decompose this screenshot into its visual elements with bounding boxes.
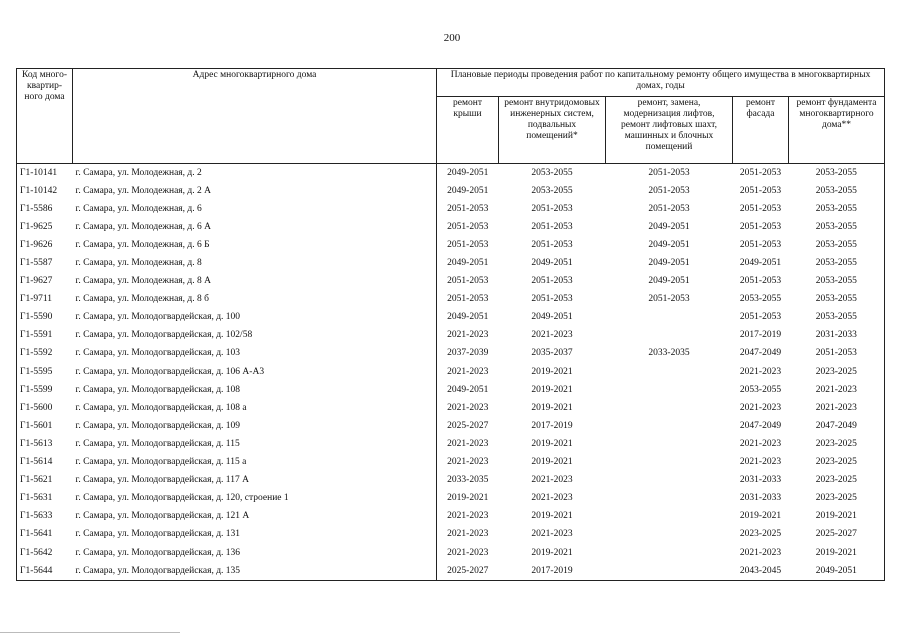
cell-engineering: 2019-2021 bbox=[531, 457, 573, 468]
cell-foundation: 2023-2025 bbox=[789, 490, 885, 508]
table-row bbox=[17, 273, 885, 291]
cell-elevators bbox=[606, 327, 733, 345]
header-facade: ремонт фасада bbox=[733, 97, 789, 164]
cell-foundation: 2019-2021 bbox=[789, 544, 885, 562]
cell-facade: 2051-2053 bbox=[739, 276, 782, 287]
cell-code: Г1-5613 bbox=[17, 435, 73, 453]
cell-address: г. Самара, ул. Молодежная, д. 8 bbox=[75, 258, 202, 269]
cell-roof: 2021-2023 bbox=[437, 327, 499, 345]
cell-roof: 2021-2023 bbox=[437, 363, 499, 381]
cell-engineering: 2017-2019 bbox=[531, 420, 573, 431]
cell-foundation: 2021-2023 bbox=[789, 399, 885, 417]
cell-foundation: 2053-2055 bbox=[789, 200, 885, 218]
cell-code: Г1-5590 bbox=[17, 309, 73, 327]
cell-address: г. Самара, ул. Молодогвардейская, д. 115 а bbox=[75, 457, 247, 468]
cell-engineering: 2019-2021 bbox=[531, 366, 573, 377]
table-row bbox=[17, 490, 885, 508]
cell-foundation: 2053-2055 bbox=[789, 182, 885, 200]
cell-engineering: 2053-2055 bbox=[531, 185, 573, 196]
cell-engineering: 2049-2051 bbox=[531, 258, 573, 269]
cell-code: Г1-5586 bbox=[17, 200, 73, 218]
cell-address: г. Самара, ул. Молодогвардейская, д. 103 bbox=[75, 348, 241, 359]
cell-elevators bbox=[606, 381, 733, 399]
cell-facade: 2021-2023 bbox=[739, 402, 782, 413]
header-foundation: ремонт фундамента многоквартирного дома** bbox=[789, 97, 885, 164]
table-row bbox=[17, 254, 885, 272]
cell-roof: 2037-2039 bbox=[437, 345, 499, 363]
capital-repair-table bbox=[16, 68, 885, 581]
header-periods-group: Плановые периоды проведения работ по капитальному ремонту общего имущества в многоквартирных домах, годы bbox=[437, 69, 885, 97]
cell-foundation: 2053-2055 bbox=[789, 273, 885, 291]
cell-engineering: 2049-2051 bbox=[531, 312, 573, 323]
cell-code: Г1-5599 bbox=[17, 381, 73, 399]
cell-roof: 2051-2053 bbox=[437, 218, 499, 236]
cell-code: Г1-5595 bbox=[17, 363, 73, 381]
cell-address: г. Самара, ул. Молодогвардейская, д. 106 А-А3 bbox=[75, 366, 265, 377]
bottom-divider bbox=[0, 632, 180, 633]
cell-code: Г1-5600 bbox=[17, 399, 73, 417]
cell-elevators: 2049-2051 bbox=[648, 239, 690, 250]
cell-engineering: 2051-2053 bbox=[531, 221, 573, 232]
cell-code: Г1-10142 bbox=[17, 182, 73, 200]
cell-elevators: 2033-2035 bbox=[648, 348, 690, 359]
cell-engineering: 2021-2023 bbox=[531, 475, 573, 486]
cell-elevators: 2051-2053 bbox=[648, 294, 690, 305]
cell-engineering: 2021-2023 bbox=[531, 330, 573, 341]
table-row bbox=[17, 164, 885, 183]
table-header bbox=[17, 69, 885, 164]
cell-facade: 2017-2019 bbox=[739, 330, 782, 341]
cell-elevators bbox=[606, 490, 733, 508]
cell-facade: 2019-2021 bbox=[739, 511, 782, 522]
cell-code: Г1-5601 bbox=[17, 417, 73, 435]
header-engineering: ремонт внутридомовых инженерных систем, подвальных помещений* bbox=[499, 97, 606, 164]
cell-foundation: 2023-2025 bbox=[789, 472, 885, 490]
cell-facade: 2031-2033 bbox=[739, 493, 782, 504]
cell-roof: 2051-2053 bbox=[437, 273, 499, 291]
cell-elevators: 2051-2053 bbox=[648, 203, 690, 214]
page-number: 200 bbox=[443, 32, 461, 44]
table-row bbox=[17, 309, 885, 327]
cell-code: Г1-9627 bbox=[17, 273, 73, 291]
cell-address: г. Самара, ул. Молодежная, д. 6 А bbox=[75, 221, 211, 232]
cell-engineering: 2019-2021 bbox=[531, 438, 573, 449]
cell-address: г. Самара, ул. Молодогвардейская, д. 136 bbox=[75, 547, 241, 558]
cell-foundation: 2053-2055 bbox=[789, 291, 885, 309]
cell-address: г. Самара, ул. Молодогвардейская, д. 109 bbox=[75, 420, 241, 431]
cell-elevators: 2051-2053 bbox=[648, 185, 690, 196]
cell-address: г. Самара, ул. Молодогвардейская, д. 108 bbox=[75, 384, 241, 395]
cell-engineering: 2019-2021 bbox=[531, 384, 573, 395]
cell-code: Г1-5614 bbox=[17, 454, 73, 472]
cell-foundation: 2053-2055 bbox=[789, 309, 885, 327]
cell-roof: 2049-2051 bbox=[437, 254, 499, 272]
cell-roof: 2021-2023 bbox=[437, 526, 499, 544]
cell-engineering: 2021-2023 bbox=[531, 493, 573, 504]
header-address: Адрес многоквартирного дома bbox=[73, 69, 437, 164]
cell-address: г. Самара, ул. Молодежная, д. 6 bbox=[75, 203, 202, 214]
cell-facade: 2023-2025 bbox=[739, 529, 782, 540]
cell-address: г. Самара, ул. Молодогвардейская, д. 100 bbox=[75, 312, 241, 323]
table-row bbox=[17, 182, 885, 200]
cell-facade: 2021-2023 bbox=[739, 547, 782, 558]
cell-roof: 2051-2053 bbox=[437, 200, 499, 218]
table-row bbox=[17, 345, 885, 363]
cell-engineering: 2017-2019 bbox=[499, 562, 606, 581]
cell-facade: 2053-2055 bbox=[739, 384, 782, 395]
cell-roof: 2025-2027 bbox=[437, 562, 499, 581]
cell-code: Г1-5587 bbox=[17, 254, 73, 272]
cell-facade: 2047-2049 bbox=[739, 348, 782, 359]
cell-facade: 2053-2055 bbox=[739, 294, 782, 305]
cell-code: Г1-9626 bbox=[17, 236, 73, 254]
cell-roof: 2021-2023 bbox=[437, 399, 499, 417]
cell-elevators bbox=[606, 508, 733, 526]
table-row bbox=[17, 381, 885, 399]
cell-code: Г1-9711 bbox=[17, 291, 73, 309]
cell-address: г. Самара, ул. Молодогвардейская, д. 135 bbox=[73, 562, 437, 581]
cell-engineering: 2021-2023 bbox=[531, 529, 573, 540]
cell-address: г. Самара, ул. Молодежная, д. 6 Б bbox=[75, 239, 210, 250]
table-row bbox=[17, 399, 885, 417]
cell-facade: 2051-2053 bbox=[739, 239, 782, 250]
cell-roof: 2049-2051 bbox=[437, 182, 499, 200]
cell-facade: 2051-2053 bbox=[739, 203, 782, 214]
cell-foundation: 2031-2033 bbox=[789, 327, 885, 345]
cell-engineering: 2019-2021 bbox=[531, 547, 573, 558]
cell-address: г. Самара, ул. Молодогвардейская, д. 120, строение 1 bbox=[75, 493, 289, 504]
cell-foundation: 2049-2051 bbox=[789, 562, 885, 581]
cell-address: г. Самара, ул. Молодежная, д. 2 bbox=[75, 167, 202, 178]
cell-facade: 2051-2053 bbox=[739, 312, 782, 323]
cell-facade: 2021-2023 bbox=[739, 366, 782, 377]
cell-elevators bbox=[606, 363, 733, 381]
cell-foundation: 2047-2049 bbox=[789, 417, 885, 435]
cell-roof: 2021-2023 bbox=[437, 508, 499, 526]
table-row bbox=[17, 508, 885, 526]
cell-elevators: 2051-2053 bbox=[648, 167, 690, 178]
table-row bbox=[17, 327, 885, 345]
cell-foundation: 2019-2021 bbox=[789, 508, 885, 526]
cell-facade: 2051-2053 bbox=[739, 221, 782, 232]
cell-roof: 2021-2023 bbox=[437, 454, 499, 472]
cell-code: Г1-5642 bbox=[17, 544, 73, 562]
cell-foundation: 2023-2025 bbox=[789, 454, 885, 472]
cell-foundation: 2051-2053 bbox=[789, 345, 885, 363]
cell-facade: 2047-2049 bbox=[739, 420, 782, 431]
cell-address: г. Самара, ул. Молодогвардейская, д. 115 bbox=[75, 438, 240, 449]
cell-foundation: 2053-2055 bbox=[789, 164, 885, 183]
cell-foundation: 2053-2055 bbox=[789, 254, 885, 272]
cell-engineering: 2051-2053 bbox=[531, 239, 573, 250]
cell-code: Г1-5591 bbox=[17, 327, 73, 345]
table-body bbox=[17, 164, 885, 581]
table-row bbox=[17, 526, 885, 544]
cell-elevators bbox=[606, 417, 733, 435]
cell-address: г. Самара, ул. Молодогвардейская, д. 117 А bbox=[75, 475, 249, 486]
cell-facade: 2051-2053 bbox=[739, 167, 782, 178]
table-row bbox=[17, 417, 885, 435]
cell-foundation: 2053-2055 bbox=[789, 236, 885, 254]
cell-facade: 2049-2051 bbox=[739, 258, 782, 269]
cell-address: г. Самара, ул. Молодогвардейская, д. 131 bbox=[75, 529, 241, 540]
cell-elevators bbox=[606, 454, 733, 472]
cell-elevators: 2049-2051 bbox=[648, 258, 690, 269]
cell-roof: 2051-2053 bbox=[437, 291, 499, 309]
cell-address: г. Самара, ул. Молодогвардейская, д. 108 а bbox=[75, 402, 247, 413]
cell-code: Г1-5641 bbox=[17, 526, 73, 544]
cell-elevators bbox=[606, 399, 733, 417]
cell-engineering: 2035-2037 bbox=[531, 348, 573, 359]
cell-engineering: 2019-2021 bbox=[531, 402, 573, 413]
cell-elevators bbox=[606, 472, 733, 490]
cell-address: г. Самара, ул. Молодогвардейская, д. 102/58 bbox=[75, 330, 253, 341]
cell-address: г. Самара, ул. Молодежная, д. 8 б bbox=[75, 294, 209, 305]
cell-facade: 2051-2053 bbox=[739, 185, 782, 196]
cell-engineering: 2051-2053 bbox=[531, 276, 573, 287]
cell-roof: 2049-2051 bbox=[437, 164, 499, 183]
table-row bbox=[17, 435, 885, 453]
cell-foundation: 2021-2023 bbox=[789, 381, 885, 399]
cell-roof: 2049-2051 bbox=[437, 309, 499, 327]
cell-foundation: 2023-2025 bbox=[789, 435, 885, 453]
cell-roof: 2025-2027 bbox=[437, 417, 499, 435]
cell-foundation: 2053-2055 bbox=[789, 218, 885, 236]
cell-code: Г1-10141 bbox=[17, 164, 73, 183]
cell-code: Г1-5633 bbox=[17, 508, 73, 526]
cell-elevators bbox=[606, 435, 733, 453]
header-roof: ремонт крыши bbox=[437, 97, 499, 164]
cell-code: Г1-9625 bbox=[17, 218, 73, 236]
cell-engineering: 2053-2055 bbox=[531, 167, 573, 178]
cell-roof: 2051-2053 bbox=[437, 236, 499, 254]
cell-elevators bbox=[606, 562, 733, 581]
table-row bbox=[17, 472, 885, 490]
cell-elevators bbox=[606, 526, 733, 544]
cell-engineering: 2019-2021 bbox=[531, 511, 573, 522]
cell-address: г. Самара, ул. Молодежная, д. 8 А bbox=[75, 276, 211, 287]
table-row bbox=[17, 544, 885, 562]
cell-foundation: 2025-2027 bbox=[789, 526, 885, 544]
cell-address: г. Самара, ул. Молодежная, д. 2 А bbox=[75, 185, 211, 196]
cell-facade: 2021-2023 bbox=[739, 438, 782, 449]
table-row bbox=[17, 291, 885, 309]
cell-elevators: 2049-2051 bbox=[648, 276, 690, 287]
cell-code: Г1-5644 bbox=[17, 562, 73, 581]
cell-foundation: 2023-2025 bbox=[789, 363, 885, 381]
cell-roof: 2021-2023 bbox=[437, 544, 499, 562]
cell-facade: 2043-2045 bbox=[733, 562, 789, 581]
cell-code: Г1-5631 bbox=[17, 490, 73, 508]
cell-code: Г1-5621 bbox=[17, 472, 73, 490]
cell-roof: 2021-2023 bbox=[437, 435, 499, 453]
cell-elevators bbox=[606, 309, 733, 327]
cell-engineering: 2051-2053 bbox=[531, 203, 573, 214]
header-code: Код много-квартир-ного дома bbox=[17, 69, 73, 164]
cell-roof: 2033-2035 bbox=[437, 472, 499, 490]
cell-code: Г1-5592 bbox=[17, 345, 73, 363]
cell-engineering: 2051-2053 bbox=[531, 294, 573, 305]
cell-address: г. Самара, ул. Молодогвардейская, д. 121 А bbox=[75, 511, 250, 522]
table-row bbox=[17, 562, 885, 581]
cell-elevators: 2049-2051 bbox=[648, 221, 690, 232]
cell-facade: 2031-2033 bbox=[739, 475, 782, 486]
header-elevators: ремонт, замена, модернизация лифтов, ремонт лифтовых шахт, машинных и блочных помещений bbox=[606, 97, 733, 164]
cell-elevators bbox=[606, 544, 733, 562]
cell-facade: 2021-2023 bbox=[739, 457, 782, 468]
cell-roof: 2049-2051 bbox=[437, 381, 499, 399]
table-row bbox=[17, 200, 885, 218]
table-row bbox=[17, 363, 885, 381]
table-row bbox=[17, 218, 885, 236]
table-row bbox=[17, 236, 885, 254]
table-row bbox=[17, 454, 885, 472]
cell-roof: 2019-2021 bbox=[437, 490, 499, 508]
